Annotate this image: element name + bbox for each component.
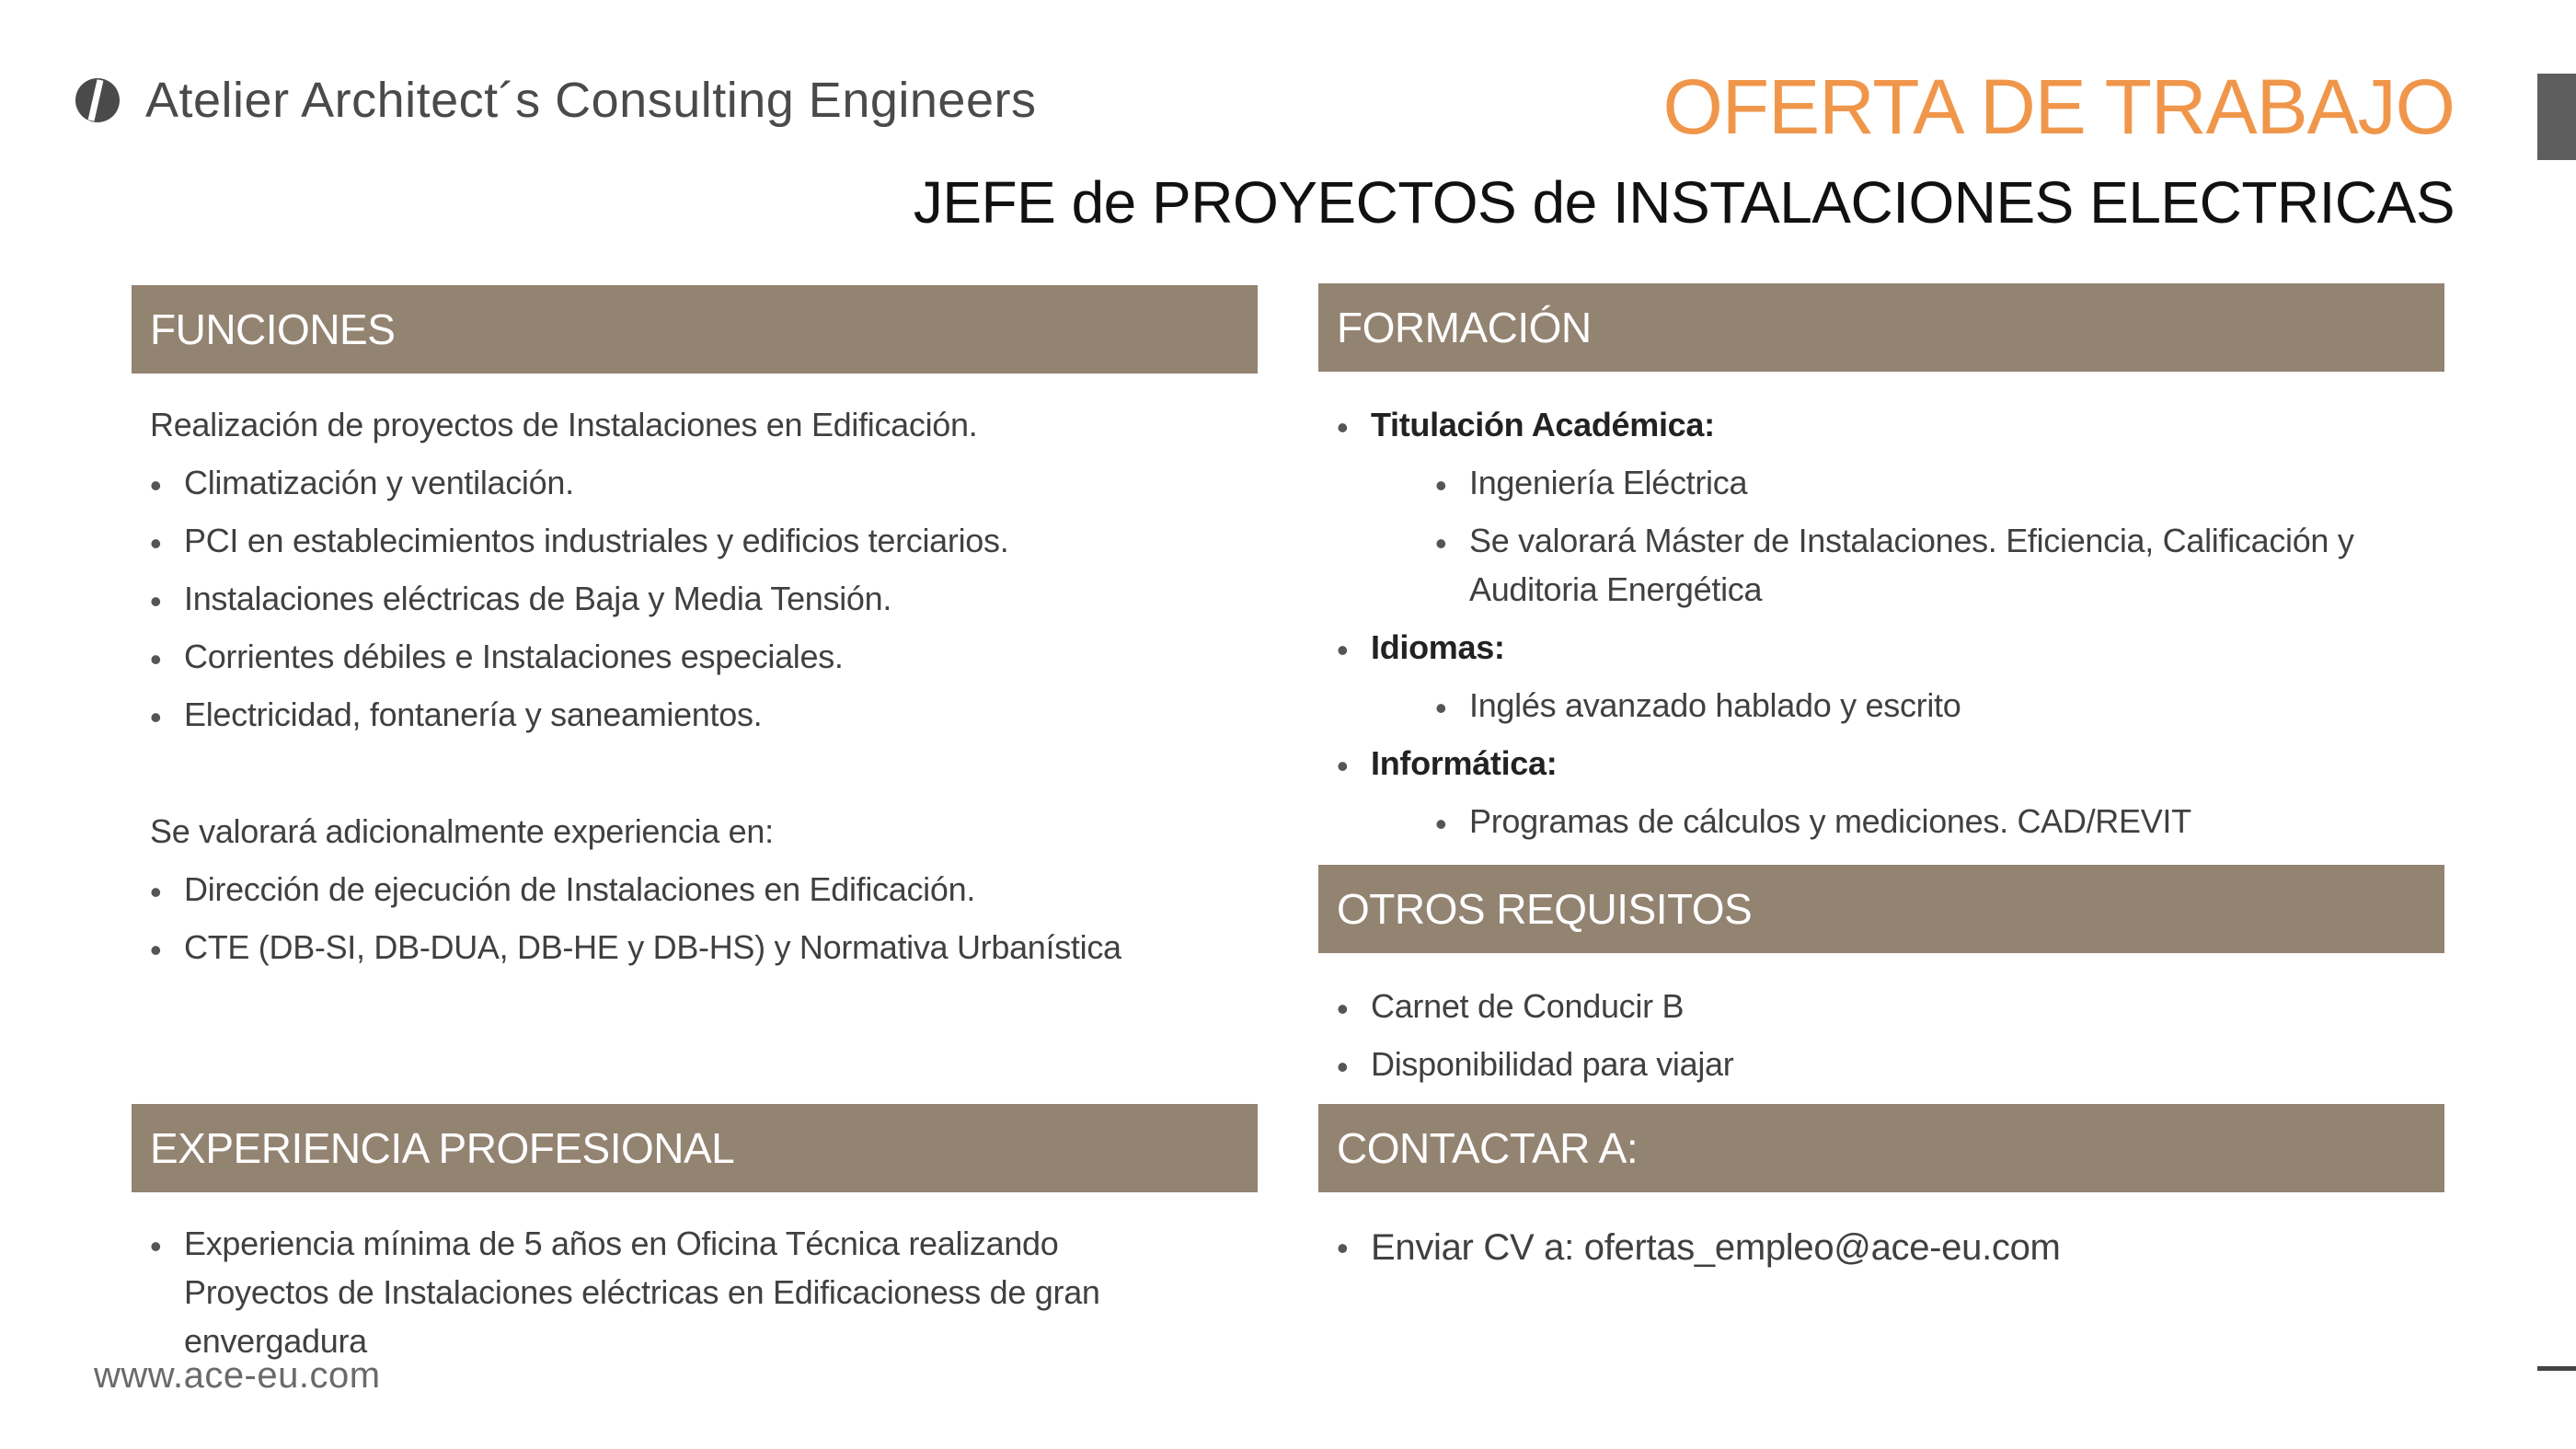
list-item: • Carnet de Conducir B — [1337, 987, 1685, 1028]
corner-line — [2537, 1366, 2576, 1371]
list-item: • Climatización y ventilación. — [150, 464, 574, 504]
section-header-formacion: FORMACIÓN — [1318, 283, 2444, 372]
job-title: JEFE de PROYECTOS de INSTALACIONES ELECTRICAS — [913, 169, 2455, 236]
funciones-extra-intro: Se valorará adicionalmente experiencia en: — [150, 812, 774, 850]
bullet-icon: • — [150, 524, 162, 562]
section-header-otros: OTROS REQUISITOS — [1318, 865, 2444, 953]
list-item: • PCI en establecimientos industriales y edificios terciarios. — [150, 522, 1009, 562]
formacion-content — [1337, 408, 2444, 863]
bullet-icon: • — [150, 873, 162, 911]
section-header-experiencia: EXPERIENCIA PROFESIONAL — [132, 1104, 1258, 1192]
list-item: • Ingeniería Eléctrica — [1435, 464, 1748, 504]
bullet-icon: • — [1337, 1229, 1349, 1267]
list-item: • Informática: — [1337, 744, 1558, 785]
list-item: • CTE (DB-SI, DB-DUA, DB-HE y DB-HS) y Normativa Urbanística — [150, 928, 1121, 969]
list-item: • Programas de cálculos y mediciones. CAD/REVIT — [1435, 802, 2191, 843]
funciones-list — [150, 466, 1008, 756]
bullet-icon: • — [1337, 631, 1349, 669]
list-item: • Titulación Académica: — [1337, 406, 1715, 446]
section-header-contacto: CONTACTAR A: — [1318, 1104, 2444, 1192]
list-item: • Disponibilidad para viajar — [1337, 1045, 1734, 1086]
bullet-icon: • — [150, 466, 162, 504]
funciones-extra-list — [150, 870, 1121, 989]
list-item: • Corrientes débiles e Instalaciones especiales. — [150, 638, 844, 678]
contact-email[interactable]: Enviar CV a: ofertas_empleo@ace-eu.com — [1371, 1227, 2061, 1268]
list-item: • Experiencia mínima de 5 años en Oficina Técnica realizando Proyectos de Instalaciones eléctricas en Edificacioness de gran envergadura — [150, 1225, 1100, 1360]
list-item: • Instalaciones eléctricas de Baja y Media Tensión. — [150, 580, 892, 620]
company-name: Atelier Architect´s Consulting Engineers — [145, 73, 1037, 128]
bullet-icon: • — [1337, 990, 1349, 1028]
brand — [74, 68, 1036, 132]
experiencia-list — [150, 1227, 1196, 1365]
bullet-icon: • — [1435, 805, 1447, 843]
list-item: • Electricidad, fontanería y saneamientos. — [150, 696, 763, 736]
bullet-icon: • — [150, 640, 162, 678]
bullet-icon: • — [150, 931, 162, 969]
contacto-list — [1337, 1229, 2061, 1268]
bullet-icon: • — [150, 582, 162, 620]
list-item — [1337, 1229, 2061, 1268]
ace-logo-icon — [74, 76, 121, 124]
bullet-icon: • — [1337, 408, 1349, 446]
footer-url[interactable]: www.ace-eu.com — [94, 1355, 381, 1396]
offer-title: OFERTA DE TRABAJO — [1662, 63, 2455, 150]
list-item: • Idiomas: — [1337, 628, 1505, 669]
corner-tab — [2537, 74, 2576, 160]
bullet-icon: • — [1337, 1048, 1349, 1086]
bullet-icon: • — [1435, 689, 1447, 727]
section-header-funciones: FUNCIONES — [132, 285, 1258, 374]
list-item: • Se valorará Máster de Instalaciones. Eficiencia, Calificación y Auditoria Energética — [1435, 522, 2354, 608]
list-item: • Dirección de ejecución de Instalaciones en Edificación. — [150, 870, 976, 911]
otros-list — [1337, 987, 1734, 1106]
bullet-icon: • — [150, 698, 162, 736]
list-item: • Inglés avanzado hablado y escrito — [1435, 686, 1961, 727]
bullet-icon: • — [1337, 747, 1349, 785]
bullet-icon: • — [150, 1227, 162, 1265]
bullet-icon: • — [1435, 466, 1447, 504]
funciones-intro: Realización de proyectos de Instalaciones en Edificación. — [150, 406, 978, 443]
bullet-icon: • — [1435, 524, 1447, 562]
